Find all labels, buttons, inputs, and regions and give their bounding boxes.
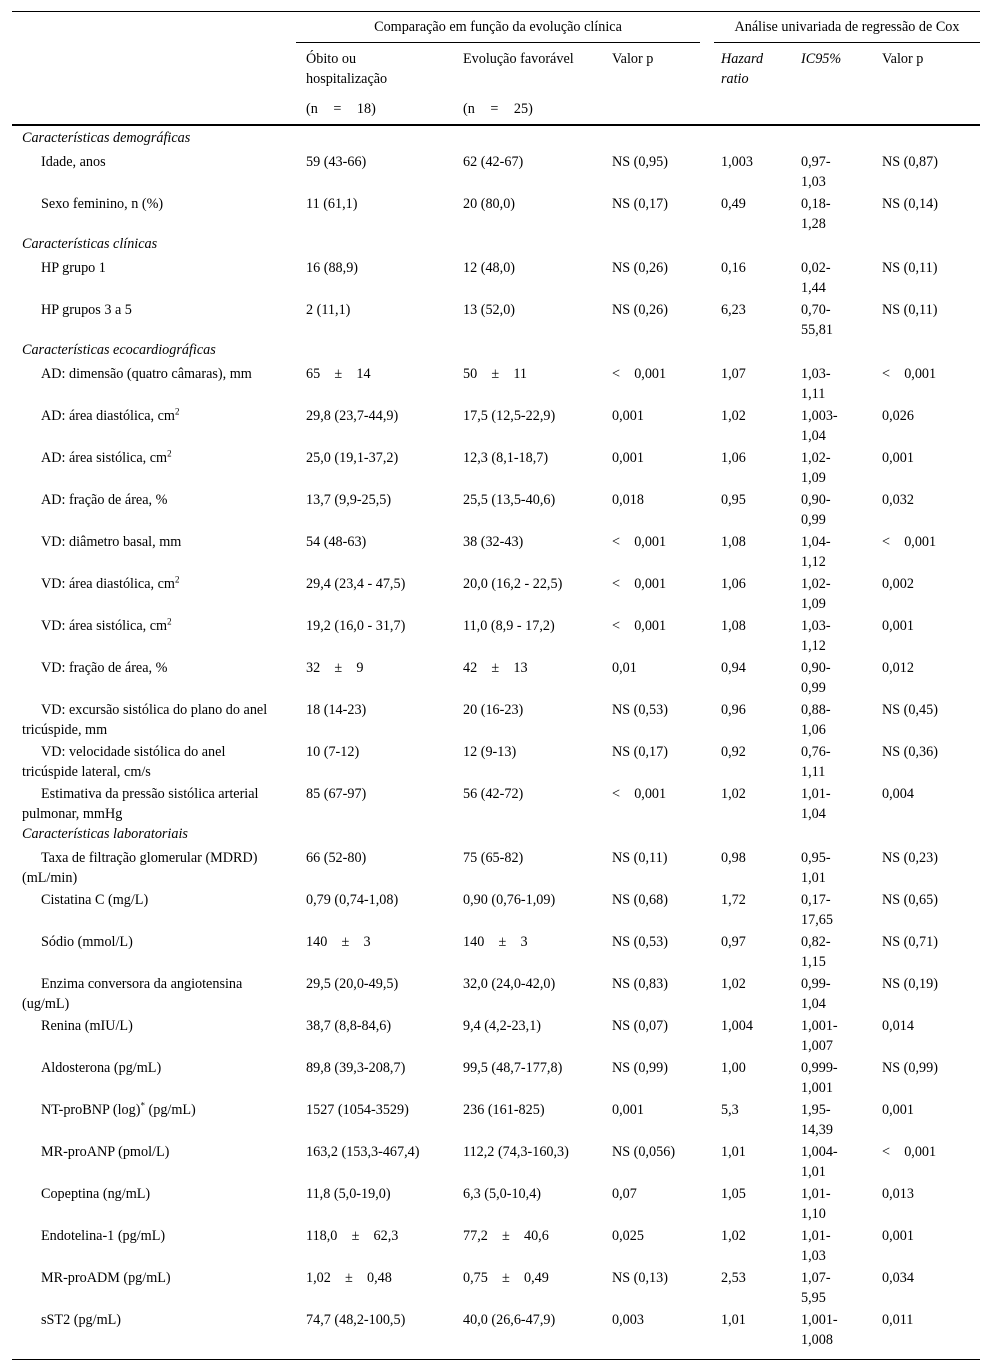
cell-p1: NS (0,17) [612,196,668,212]
row-label [22,658,280,678]
cell-ic: 0,70-55,81 [801,302,833,338]
row-label [22,932,280,952]
cell-obito: 25,0 (19,1-37,2) [306,450,399,466]
cell-p2: 0,034 [882,1270,914,1286]
cell-p1: 0,001 [612,450,644,466]
row-label-text: Enzima conversora da angiotensina (ug/mL) [22,976,246,1012]
cell-ic: 1,003-1,04 [801,408,838,444]
row-label-text: Estimativa da pressão sistólica arterial pulmonar, mmHg [22,786,263,822]
cell-p2: NS (0,36) [882,744,938,760]
cell-fav: 38 (32-43) [463,534,524,550]
cell-ic: 1,02-1,09 [801,576,831,612]
cell-p1: 0,018 [612,492,644,508]
cell-obito: 85 (67-97) [306,786,367,802]
row-label [22,406,280,426]
cell-p2: 0,012 [882,660,914,676]
row-label [22,890,280,910]
cell-fav: 12,3 (8,1-18,7) [463,450,549,466]
cell-hr: 1,05 [721,1186,746,1202]
row-label [22,974,280,1014]
cell-fav: 20,0 (16,2 - 22,5) [463,576,563,592]
cell-ic: 0,88-1,06 [801,702,831,738]
row-label-text: VD: excursão sistólica do plano do anel tricúspide, mm [22,702,271,738]
group-header-cox: Análise univariada de regressão de Cox [734,19,960,35]
section-title: Características demográficas [22,130,191,146]
row-label [22,1226,280,1246]
row-label-text: MR-proADM (pg/mL) [41,1270,171,1286]
superscript: 2 [174,406,180,417]
row-label [22,742,280,782]
row-label [22,1184,280,1204]
cell-obito: 10 (7-12) [306,744,360,760]
cell-hr: 1,08 [721,534,746,550]
cell-obito: 11,8 (5,0-19,0) [306,1186,391,1202]
row-label-text: Copeptina (ng/mL) [41,1186,151,1202]
cell-ic: 0,90-0,99 [801,492,831,528]
cell-hr: 0,49 [721,196,746,212]
row-label-text: Taxa de filtração glomerular (MDRD) (mL/min) [22,850,262,886]
cell-p1: NS (0,056) [612,1144,676,1160]
row-label-text: VD: área sistólica, cm [41,618,168,634]
cell-ic: 0,95-1,01 [801,850,831,886]
cell-ic: 1,001-1,008 [801,1312,838,1348]
superscript: 2 [167,616,172,627]
cell-p2: < 0,001 [882,366,937,382]
section-title: Características clínicas [22,236,158,252]
cell-p1: 0,001 [612,1102,644,1118]
cell-obito: 29,8 (23,7-44,9) [306,408,399,424]
cell-obito: 1,02 ± 0,48 [306,1270,392,1286]
bottom-rule [12,1359,980,1360]
cell-p2: NS (0,99) [882,1060,938,1076]
row-label [22,532,280,552]
row-label-text: Sexo feminino, n (%) [41,196,164,212]
cell-obito: 2 (11,1) [306,302,351,318]
cell-obito: 65 ± 14 [306,366,371,382]
cell-obito: 0,79 (0,74-1,08) [306,892,399,908]
cell-fav: 6,3 (5,0-10,4) [463,1186,542,1202]
row-label [22,300,280,320]
cell-ic: 0,76-1,11 [801,744,831,780]
cell-hr: 6,23 [721,302,746,318]
cell-ic: 1,004-1,01 [801,1144,838,1180]
col-header-obito: Óbito ou hospitalização [306,51,388,87]
cell-ic: 0,97-1,03 [801,154,831,190]
cell-p1: 0,025 [612,1228,644,1244]
cell-p1: NS (0,17) [612,744,668,760]
cell-fav: 17,5 (12,5-22,9) [463,408,556,424]
cell-p1: < 0,001 [612,366,667,382]
cell-p1: NS (0,26) [612,302,668,318]
section-title: Características laboratoriais [22,826,188,842]
cell-ic: 0,99-1,04 [801,976,831,1012]
cell-p2: 0,014 [882,1018,914,1034]
cell-ic: 1,03-1,11 [801,366,831,402]
cell-hr: 0,94 [721,660,746,676]
row-label [22,1142,280,1162]
cell-p1: NS (0,99) [612,1060,668,1076]
cell-p2: 0,001 [882,450,914,466]
cell-p1: NS (0,95) [612,154,668,170]
header-bottom-rule [12,124,980,126]
row-label-text: AD: área sistólica, cm [41,450,168,466]
row-label-text: VD: diâmetro basal, mm [41,534,182,550]
superscript: 2 [167,448,172,459]
cell-obito: 38,7 (8,8-84,6) [306,1018,392,1034]
cell-hr: 1,72 [721,892,746,908]
cell-obito: 29,4 (23,4 - 47,5) [306,576,406,592]
col-header-ic95: IC95% [801,51,842,67]
cell-fav: 20 (16-23) [463,702,524,718]
cell-obito: 163,2 (153,3-467,4) [306,1144,420,1160]
cell-obito: 19,2 (16,0 - 31,7) [306,618,406,634]
cell-hr: 1,01 [721,1144,746,1160]
n-favoravel: (n = 25) [463,101,533,117]
cell-p1: 0,07 [612,1186,637,1202]
cell-obito: 74,7 (48,2-100,5) [306,1312,406,1328]
cell-p2: < 0,001 [882,1144,937,1160]
row-label-text: AD: fração de área, % [41,492,168,508]
cell-ic: 0,18-1,28 [801,196,831,232]
cell-ic: 1,04-1,12 [801,534,831,570]
cell-hr: 0,95 [721,492,746,508]
group-rule-cox [714,42,980,43]
row-label-text: VD: área diastólica, cm [41,576,175,592]
cell-p1: NS (0,26) [612,260,668,276]
section-title: Características ecocardiográficas [22,342,216,358]
cell-fav: 112,2 (74,3-160,3) [463,1144,569,1160]
cell-ic: 1,07-5,95 [801,1270,831,1306]
cell-fav: 75 (65-82) [463,850,524,866]
cell-ic: 1,95-14,39 [801,1102,833,1138]
cell-hr: 1,02 [721,408,746,424]
cell-fav: 25,5 (13,5-40,6) [463,492,556,508]
cell-fav: 13 (52,0) [463,302,516,318]
row-label-text: AD: dimensão (quatro câmaras), mm [41,366,252,382]
cell-p2: NS (0,45) [882,702,938,718]
superscript: 2 [174,574,180,585]
col-header-p2: Valor p [882,51,924,67]
cell-p2: 0,013 [882,1186,914,1202]
cell-hr: 1,02 [721,976,746,992]
row-label [22,152,280,172]
cell-hr: 1,02 [721,1228,746,1244]
row-label [22,1016,280,1036]
cell-fav: 11,0 (8,9 - 17,2) [463,618,555,634]
row-label [22,448,280,468]
cell-p2: NS (0,11) [882,302,938,318]
cell-p1: NS (0,68) [612,892,668,908]
cell-p2: NS (0,23) [882,850,938,866]
cell-hr: 1,01 [721,1312,746,1328]
cell-hr: 0,92 [721,744,746,760]
row-label [22,1058,280,1078]
row-label [22,258,280,278]
cell-p1: NS (0,13) [612,1270,668,1286]
cell-hr: 1,02 [721,786,746,802]
cell-fav: 12 (48,0) [463,260,516,276]
row-label [22,364,280,384]
cell-obito: 13,7 (9,9-25,5) [306,492,392,508]
cell-ic: 0,17-17,65 [801,892,833,928]
cell-p2: NS (0,14) [882,196,938,212]
cell-fav: 12 (9-13) [463,744,517,760]
cell-p1: 0,001 [612,408,644,424]
cell-fav: 32,0 (24,0-42,0) [463,976,556,992]
row-label-text: AD: área diastólica, cm [41,408,175,424]
cell-hr: 1,06 [721,450,746,466]
row-label-text: Renina (mIU/L) [41,1018,133,1034]
n-obito: (n = 18) [306,101,376,117]
row-label-text: Cistatina C (mg/L) [41,892,149,908]
cell-hr: 5,3 [721,1102,739,1118]
row-label-text: Sódio (mmol/L) [41,934,133,950]
cell-obito: 18 (14-23) [306,702,367,718]
cell-ic: 1,02-1,09 [801,450,831,486]
col-header-p1: Valor p [612,51,654,67]
col-header-favoravel: Evolução favorável [463,51,574,67]
cell-obito: 140 ± 3 [306,934,371,950]
row-label-text: NT-proBNP (log) [41,1102,141,1118]
cell-p1: < 0,001 [612,618,667,634]
cell-p1: 0,01 [612,660,637,676]
cell-p2: 0,001 [882,1102,914,1118]
cell-hr: 1,003 [721,154,753,170]
cell-fav: 62 (42-67) [463,154,524,170]
cell-fav: 236 (161-825) [463,1102,545,1118]
top-rule [12,11,980,12]
cell-fav: 0,75 ± 0,49 [463,1270,549,1286]
cell-p1: NS (0,83) [612,976,668,992]
row-label-suffix: (pg/mL) [144,1102,196,1118]
cell-fav: 77,2 ± 40,6 [463,1228,549,1244]
cell-obito: 1527 (1054-3529) [306,1102,409,1118]
cell-ic: 0,90-0,99 [801,660,831,696]
cell-obito: 54 (48-63) [306,534,367,550]
cell-fav: 140 ± 3 [463,934,528,950]
cell-ic: 0,82-1,15 [801,934,831,970]
cell-fav: 56 (42-72) [463,786,524,802]
cell-p2: 0,002 [882,576,914,592]
cell-p2: NS (0,11) [882,260,938,276]
cell-hr: 1,08 [721,618,746,634]
row-label [22,194,280,214]
row-label [22,1100,280,1120]
cell-obito: 118,0 ± 62,3 [306,1228,399,1244]
row-label [22,574,280,594]
cell-p2: 0,026 [882,408,914,424]
cell-hr: 2,53 [721,1270,746,1286]
cell-fav: 50 ± 11 [463,366,528,382]
row-label-text: MR-proANP (pmol/L) [41,1144,170,1160]
cell-fav: 40,0 (26,6-47,9) [463,1312,556,1328]
row-label-text: VD: velocidade sistólica do anel tricúspide lateral, cm/s [22,744,229,780]
row-label [22,1310,280,1330]
cell-fav: 99,5 (48,7-177,8) [463,1060,563,1076]
row-label-text: HP grupo 1 [41,260,106,276]
cell-ic: 1,01-1,10 [801,1186,831,1222]
cell-obito: 32 ± 9 [306,660,364,676]
cell-hr: 0,98 [721,850,746,866]
cell-p2: 0,032 [882,492,914,508]
cell-hr: 1,00 [721,1060,746,1076]
group-header-comparison: Comparação em função da evolução clínica [374,19,622,35]
cell-p1: NS (0,53) [612,934,668,950]
cell-fav: 9,4 (4,2-23,1) [463,1018,542,1034]
cell-hr: 0,16 [721,260,746,276]
row-label-text: VD: fração de área, % [41,660,168,676]
cell-p2: 0,001 [882,1228,914,1244]
cell-ic: 0,02-1,44 [801,260,831,296]
cell-ic: 0,999-1,001 [801,1060,838,1096]
cell-hr: 1,07 [721,366,746,382]
row-label [22,490,280,510]
row-label-text: HP grupos 3 a 5 [41,302,132,318]
cell-hr: 0,97 [721,934,746,950]
cell-obito: 16 (88,9) [306,260,359,276]
cell-fav: 20 (80,0) [463,196,516,212]
row-label-text: Endotelina-1 (pg/mL) [41,1228,166,1244]
cell-p2: < 0,001 [882,534,937,550]
cell-fav: 42 ± 13 [463,660,528,676]
cell-p2: NS (0,71) [882,934,938,950]
superscript: * [140,1100,145,1111]
cell-p1: NS (0,53) [612,702,668,718]
cell-p1: NS (0,07) [612,1018,668,1034]
row-label-text: sST2 (pg/mL) [41,1312,121,1328]
cell-ic: 1,01-1,04 [801,786,831,822]
cell-hr: 1,06 [721,576,746,592]
cell-ic: 1,03-1,12 [801,618,831,654]
cell-obito: 59 (43-66) [306,154,367,170]
cell-p2: NS (0,65) [882,892,938,908]
cell-p1: < 0,001 [612,534,667,550]
group-rule-comparison [296,42,700,43]
cell-p1: 0,003 [612,1312,644,1328]
cell-obito: 66 (52-80) [306,850,367,866]
cell-obito: 29,5 (20,0-49,5) [306,976,399,992]
row-label [22,1268,280,1288]
cell-p2: 0,011 [882,1312,914,1328]
cell-p2: NS (0,19) [882,976,938,992]
row-label [22,700,280,740]
row-label [22,616,280,636]
row-label [22,848,280,888]
cell-p2: NS (0,87) [882,154,938,170]
cell-p1: NS (0,11) [612,850,668,866]
cell-obito: 11 (61,1) [306,196,358,212]
row-label-text: Aldosterona (pg/mL) [41,1060,162,1076]
cell-obito: 89,8 (39,3-208,7) [306,1060,406,1076]
row-label-text: Idade, anos [41,154,106,170]
row-label [22,784,280,824]
cell-p1: < 0,001 [612,786,667,802]
cell-hr: 1,004 [721,1018,753,1034]
cell-p1: < 0,001 [612,576,667,592]
cell-p2: 0,001 [882,618,914,634]
cell-ic: 1,001-1,007 [801,1018,838,1054]
cell-ic: 1,01-1,03 [801,1228,831,1264]
cell-fav: 0,90 (0,76-1,09) [463,892,556,908]
cell-p2: 0,004 [882,786,914,802]
cell-hr: 0,96 [721,702,746,718]
col-header-hazard-ratio: Hazard ratio [721,51,767,87]
